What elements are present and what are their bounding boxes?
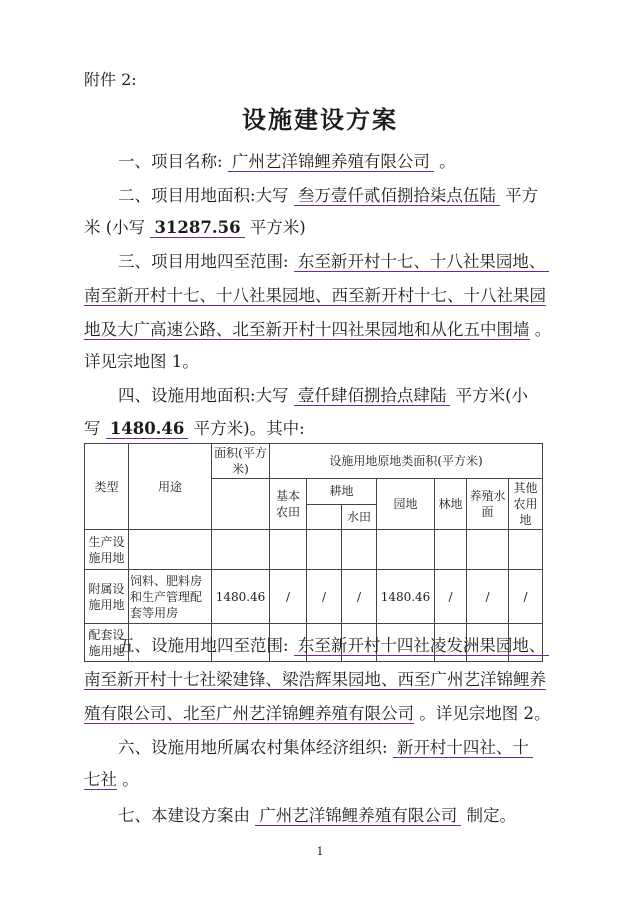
collective-org-text-1: 新开村十四社、十 xyxy=(393,738,533,758)
author-company-value: 广州艺洋锦鲤养殖有限公司 xyxy=(255,806,461,826)
table-header-row-1 xyxy=(85,444,543,479)
item-2-line-1 xyxy=(118,184,538,208)
page-title: 设施建设方案 xyxy=(242,105,398,134)
item-2-line-2 xyxy=(84,216,306,240)
header-aquaculture: 养殖水面 xyxy=(467,479,509,530)
item-2-label: 二、项目用地面积:大写 xyxy=(118,186,289,205)
header-area: 面积(平方米) xyxy=(212,444,270,479)
facility-boundary-text-2: 南至新开村十七社梁建锋、梁浩辉果园地、西至广州艺洋锦鲤养 xyxy=(84,670,546,689)
row-paddy xyxy=(342,530,377,570)
header-orchard: 园地 xyxy=(377,479,435,530)
collective-org-text-2: 七社 xyxy=(84,770,117,789)
header-basic-farmland: 基本农田 xyxy=(270,479,307,530)
item-1 xyxy=(118,150,456,174)
row-area: 1480.46 xyxy=(212,570,270,624)
item-3-suffix: 。 xyxy=(534,320,552,339)
table-row xyxy=(85,570,543,624)
item-6-label: 六、设施用地所属农村集体经济组织: xyxy=(118,738,388,757)
land-use-table xyxy=(84,443,543,662)
item-2-lower-unit: 平方米) xyxy=(249,218,306,237)
item-7-suffix: 制定。 xyxy=(466,806,516,825)
item-5-line-3 xyxy=(84,702,551,726)
header-use: 用途 xyxy=(129,444,212,530)
project-area-lower-value: 31287.56 xyxy=(150,218,244,238)
attachment-label: 附件 2: xyxy=(84,70,137,89)
facility-boundary-text-3: 殖有限公司、北至广州艺洋锦鲤养殖有限公司 xyxy=(84,704,414,723)
row-forest: / xyxy=(435,570,467,624)
header-forest: 林地 xyxy=(435,479,467,530)
row-type: 配套设施用地 xyxy=(85,624,129,662)
row-basic: / xyxy=(270,570,307,624)
item-5-line-1 xyxy=(118,634,549,658)
table-row xyxy=(85,530,543,570)
header-paddy: 水田 xyxy=(342,504,377,530)
row-orchard: 1480.46 xyxy=(377,570,435,624)
item-6-line-2 xyxy=(84,768,139,792)
row-aquaculture: / xyxy=(467,570,509,624)
row-other: / xyxy=(509,570,543,624)
item-2-unit: 平方 xyxy=(505,186,539,205)
row-cultivated xyxy=(307,530,342,570)
row-type: 生产设施用地 xyxy=(85,530,129,570)
row-use: 饲料、肥料房和生产管理配套等用房 xyxy=(129,570,212,624)
see-map-1-text: 详见宗地图 1。 xyxy=(84,352,199,371)
project-area-upper-value: 叁万壹仟贰佰捌拾柒点伍陆 xyxy=(294,186,500,206)
item-3-line-1 xyxy=(118,250,549,274)
row-cultivated: / xyxy=(307,570,342,624)
row-use xyxy=(129,530,212,570)
facility-boundary-text-1: 东至新开村十四社凌发洲果园地、 xyxy=(294,636,550,656)
item-4-label: 四、设施用地面积:大写 xyxy=(118,386,289,405)
row-type: 附属设施用地 xyxy=(85,570,129,624)
page-number: 1 xyxy=(316,845,324,858)
header-type: 类型 xyxy=(85,444,129,530)
project-boundary-text-1: 东至新开村十七、十八社果园地、 xyxy=(294,252,550,272)
row-forest xyxy=(435,530,467,570)
header-cultivated: 耕地 xyxy=(307,479,377,505)
item-3-label: 三、项目用地四至范围: xyxy=(118,252,289,271)
item-3-line-4 xyxy=(84,350,199,374)
item-4-unit: 平方米(小 xyxy=(455,386,528,405)
item-5-label: 五、设施用地四至范围: xyxy=(118,636,289,655)
row-other xyxy=(509,530,543,570)
facility-area-lower-value: 1480.46 xyxy=(106,419,189,439)
item-7-label: 七、本建设方案由 xyxy=(118,806,250,825)
item-7 xyxy=(118,804,516,828)
facility-area-upper-value: 壹仟肆佰捌拾点肆陆 xyxy=(294,386,451,406)
item-4-lower-label: 写 xyxy=(84,419,101,438)
item-3-line-2 xyxy=(84,284,546,308)
see-map-2-text: 。详见宗地图 2。 xyxy=(419,704,551,723)
row-aquaculture xyxy=(467,530,509,570)
header-original-land: 设施用地原地类面积(平方米) xyxy=(270,444,543,479)
row-area xyxy=(212,530,270,570)
item-6-line-1 xyxy=(118,736,533,760)
item-6-suffix: 。 xyxy=(122,770,139,789)
header-cultivated-blank xyxy=(307,504,342,530)
project-boundary-text-3: 地及大广高速公路、北至新开村十四社果园地和从化五中围墙 xyxy=(84,320,530,339)
project-name-value: 广州艺洋锦鲤养殖有限公司 xyxy=(228,152,434,172)
project-boundary-text-2: 南至新开村十七、十八社果园地、西至新开村十七、十八社果园 xyxy=(84,286,546,305)
item-4-line-1 xyxy=(118,384,528,408)
item-1-suffix: 。 xyxy=(439,152,456,171)
item-3-line-3 xyxy=(84,318,551,342)
header-area-blank xyxy=(212,479,270,530)
row-basic xyxy=(270,530,307,570)
item-5-line-2 xyxy=(84,668,546,692)
item-2-lower-label: 米 (小写 xyxy=(84,218,146,237)
item-1-label: 一、项目名称: xyxy=(118,152,223,171)
item-4-lower-unit: 平方米)。其中: xyxy=(193,419,305,438)
row-orchard xyxy=(377,530,435,570)
header-other-agri: 其他农用地 xyxy=(509,479,543,530)
item-4-line-2 xyxy=(84,417,305,441)
row-paddy: / xyxy=(342,570,377,624)
